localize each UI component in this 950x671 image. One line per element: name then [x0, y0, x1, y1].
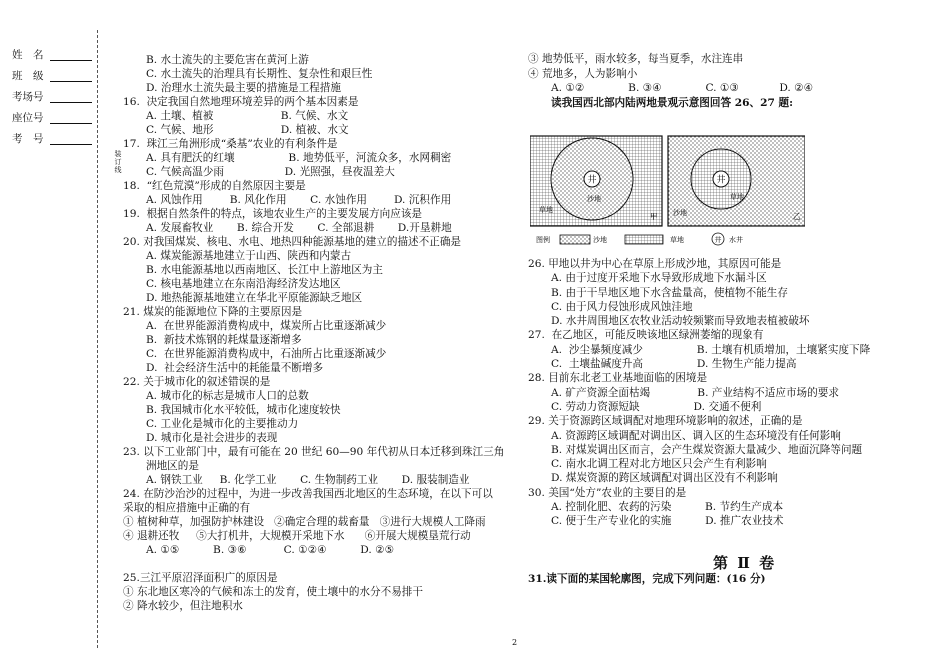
- info-blank[interactable]: [50, 48, 92, 61]
- text-line: C. 由于风力侵蚀形成风蚀洼地: [551, 300, 693, 313]
- text-line: 洲地区的是: [146, 460, 199, 472]
- text-line: C. 气候高温少雨 D. 光照强，昼夜温差大: [146, 166, 395, 178]
- info-blank[interactable]: [50, 69, 92, 82]
- text-line: 24. 在防沙治沙的过程中，为进一步改善我国西北地区的生态环境，在以下可以: [123, 488, 493, 500]
- info-blank[interactable]: [50, 111, 92, 124]
- text-line: ③ 地势低平，雨水较多，每当夏季，水注连串: [528, 53, 744, 65]
- panel-jia-letter: 甲: [650, 212, 658, 221]
- section-title: 第 Ⅱ 卷: [713, 554, 777, 572]
- text-line: B. 对煤炭调出区而言，会产生煤炭资源大量减少、地面沉降等问题: [551, 443, 863, 456]
- panel-yi-sand-label: 沙地: [673, 209, 687, 217]
- info-label: 考场号: [12, 91, 44, 103]
- legend-grass-label: 草地: [670, 236, 684, 244]
- info-label: 班 级: [12, 70, 44, 82]
- text-line: C. 水土流失的治理具有长期性、复杂性和艰巨性: [146, 68, 373, 80]
- text-line: A. 具有肥沃的红壤 B. 地势低平，河流众多，水网稠密: [146, 152, 452, 164]
- text-line: A. 煤炭能源基地建立于山西、陕西和内蒙古: [146, 250, 352, 262]
- text-line: A. 城市化的标志是城市人口的总数: [146, 390, 309, 402]
- text-line: 27. 在乙地区，可能反映该地区绿洲萎缩的现象有: [528, 329, 764, 342]
- binding-line: [97, 30, 98, 648]
- text-line: A. 钢铁工业 B. 化学工业 C. 生物制药工业 D. 服装制造业: [146, 474, 470, 486]
- info-field: [12, 86, 92, 107]
- info-field: [12, 65, 92, 86]
- text-line: C. 土壤盐碱度升高 D. 生物生产能力提高: [551, 358, 797, 371]
- text-line: A. 土壤、植被 B. 气候、水文: [146, 110, 349, 122]
- text-line: A. 资源跨区域调配对调出区、调入区的生态环境没有任何影响: [551, 429, 841, 442]
- text-line: 20. 对我国煤炭、核电、水电、地热四种能源基地的建立的描述不正确是: [123, 236, 462, 248]
- text-line: D. 治理水土流失最主要的措施是工程措施: [146, 82, 341, 94]
- text-line: D. 社会经济生活中的耗能量不断增多: [146, 362, 324, 374]
- legend-well-label: 水井: [729, 236, 743, 244]
- info-field: [12, 128, 92, 149]
- text-line: 18. “红色荒漠”形成的自然原因主要是: [123, 180, 306, 192]
- panel-jia-grass-label: 草地: [539, 206, 553, 214]
- text-line: A. 控制化肥、农药的污染 B. 节约生产成本: [551, 501, 784, 514]
- student-info: [12, 44, 92, 149]
- text-line: 28. 目前东北老工业基地面临的困境是: [528, 372, 708, 385]
- text-line: A. 风蚀作用 B. 风化作用 C. 水蚀作用 D. 沉积作用: [146, 194, 452, 206]
- text-line: C. 劳动力资源短缺 D. 交通不便利: [551, 400, 762, 413]
- text-line: B. 由于干旱地区地下水含盐量高，使植物不能生存: [551, 286, 788, 299]
- legend-desert-swatch: [560, 235, 590, 244]
- text-line: B. 新技术炼钢的耗煤量逐渐增多: [146, 334, 302, 346]
- legend-well-char: 井: [714, 236, 722, 244]
- info-label: 座位号: [12, 112, 44, 124]
- text-line: D. 城市化是社会进步的表现: [146, 432, 278, 444]
- text-line: ① 东北地区寒冷的气候和冻土的发育，使土壤中的水分不易排干: [123, 586, 423, 598]
- text-line: A. 在世界能源消费构成中，煤炭所占比重逐渐减少: [146, 320, 387, 332]
- text-line: 29. 关于资源跨区域调配对地理环境影响的叙述，正确的是: [528, 415, 803, 428]
- legend-desert-label: 沙地: [593, 236, 607, 244]
- text-line: A. 由于过度开采地下水导致形成地下水漏斗区: [551, 272, 767, 285]
- text-line: 采取的相应措施中正确的有: [123, 502, 251, 514]
- text-line: C. 气候、地形 D. 植被、水文: [146, 124, 349, 136]
- landscape-diagram: [530, 132, 805, 247]
- text-line: C. 核电基地建立在东南沿海经济发达地区: [146, 278, 341, 290]
- text-line: C. 南水北调工程对北方地区只会产生有利影响: [551, 458, 767, 471]
- text-line: 23. 以下工业部门中，最有可能在 20 世纪 60—90 年代初从日本迁移到珠江三角: [123, 446, 505, 458]
- binding-label: 装订线: [114, 150, 122, 174]
- text-line: D. 煤炭资源的跨区域调配对调出区没有不利影响: [551, 472, 778, 485]
- text-line: A. 矿产资源全面枯竭 B. 产业结构不适应市场的要求: [551, 386, 839, 399]
- text-line: 21. 煤炭的能源地位下降的主要原因是: [123, 306, 303, 318]
- text-line: A. 沙尘暴频度减少 B. 土壤有机质增加，土壤紧实度下降: [551, 343, 871, 356]
- panel-yi-grass-label: 草地: [730, 193, 744, 201]
- info-field: [12, 44, 92, 65]
- text-line: D. 地热能源基地建立在华北平原能源缺乏地区: [146, 292, 363, 304]
- text-line: 22. 关于城市化的叙述错误的是: [123, 376, 271, 388]
- text-line: 16. 决定我国自然地理环境差异的两个基本因素是: [123, 96, 359, 108]
- text-line: B. 水电能源基地以西南地区、长江中上游地区为主: [146, 264, 383, 276]
- info-blank[interactable]: [50, 132, 92, 145]
- panel-jia-well-label: 井: [587, 175, 597, 186]
- text-line: ② 降水较少，但注地积水: [123, 600, 243, 612]
- text-line: 25.三江平原沼泽面积广的原因是: [123, 572, 278, 584]
- text-line: 读我国西北部内陆两地景观示意图回答 26、27 题:: [551, 96, 794, 109]
- text-line: ④ 退耕还牧 ⑤大打机井，大规模开采地下水 ⑥开展大规模垦荒行动: [123, 530, 471, 542]
- text-line: [123, 558, 508, 572]
- info-blank[interactable]: [50, 90, 92, 103]
- question-31: 31.读下面的某国轮廓图，完成下列问题：(16 分): [528, 573, 766, 585]
- left-column: [123, 54, 508, 614]
- text-line: A. ①⑤ B. ③⑥ C. ①②④ D. ②⑤: [146, 544, 395, 556]
- legend-grass-swatch: [625, 235, 663, 244]
- info-label: 姓 名: [12, 49, 44, 61]
- page-number: 2: [512, 638, 518, 647]
- text-line: C. 便于生产专业化的实施 D. 推广农业技术: [551, 515, 784, 528]
- right-column-bottom: [528, 258, 928, 530]
- text-line: C. 在世界能源消费构成中，石油所占比重逐渐减少: [146, 348, 387, 360]
- text-line: 19. 根据自然条件的特点，该地农业生产的主要发展方向应该是: [123, 208, 423, 220]
- text-line: ① 植树种草，加强防护林建设 ②确定合理的载畜量 ③进行大规模人工降雨: [123, 516, 486, 528]
- text-line: 26. 甲地以井为中心在草原上形成沙地，其原因可能是: [528, 258, 782, 270]
- text-line: 17. 珠江三角洲形成“桑基”农业的有利条件是: [123, 138, 338, 150]
- text-line: A. ①② B. ③④ C. ①③ D. ②④: [551, 82, 814, 95]
- legend-prefix: 图例: [536, 236, 550, 244]
- text-line: C. 工业化是城市化的主要推动力: [146, 418, 299, 430]
- text-line: A. 发展畜牧业 B. 综合开发 C. 全部退耕 D.开垦耕地: [146, 222, 452, 234]
- text-line: B. 我国城市化水平较低，城市化速度较快: [146, 404, 341, 416]
- text-line: B. 水土流失的主要危害在黄河上游: [146, 54, 309, 66]
- text-line: D. 水井周围地区农牧业活动较频繁而导致地表植被破坏: [551, 315, 810, 328]
- panel-yi-well-label: 井: [716, 175, 726, 186]
- text-line: ④ 荒地多，人为影响小: [528, 67, 638, 80]
- right-column-top: [528, 53, 928, 111]
- info-field: [12, 107, 92, 128]
- panel-jia-sand-label: 沙地: [587, 195, 601, 203]
- panel-yi-letter: 乙: [793, 212, 801, 221]
- info-label: 考 号: [12, 133, 44, 145]
- text-line: 30. 美国“处方”农业的主要目的是: [528, 486, 687, 499]
